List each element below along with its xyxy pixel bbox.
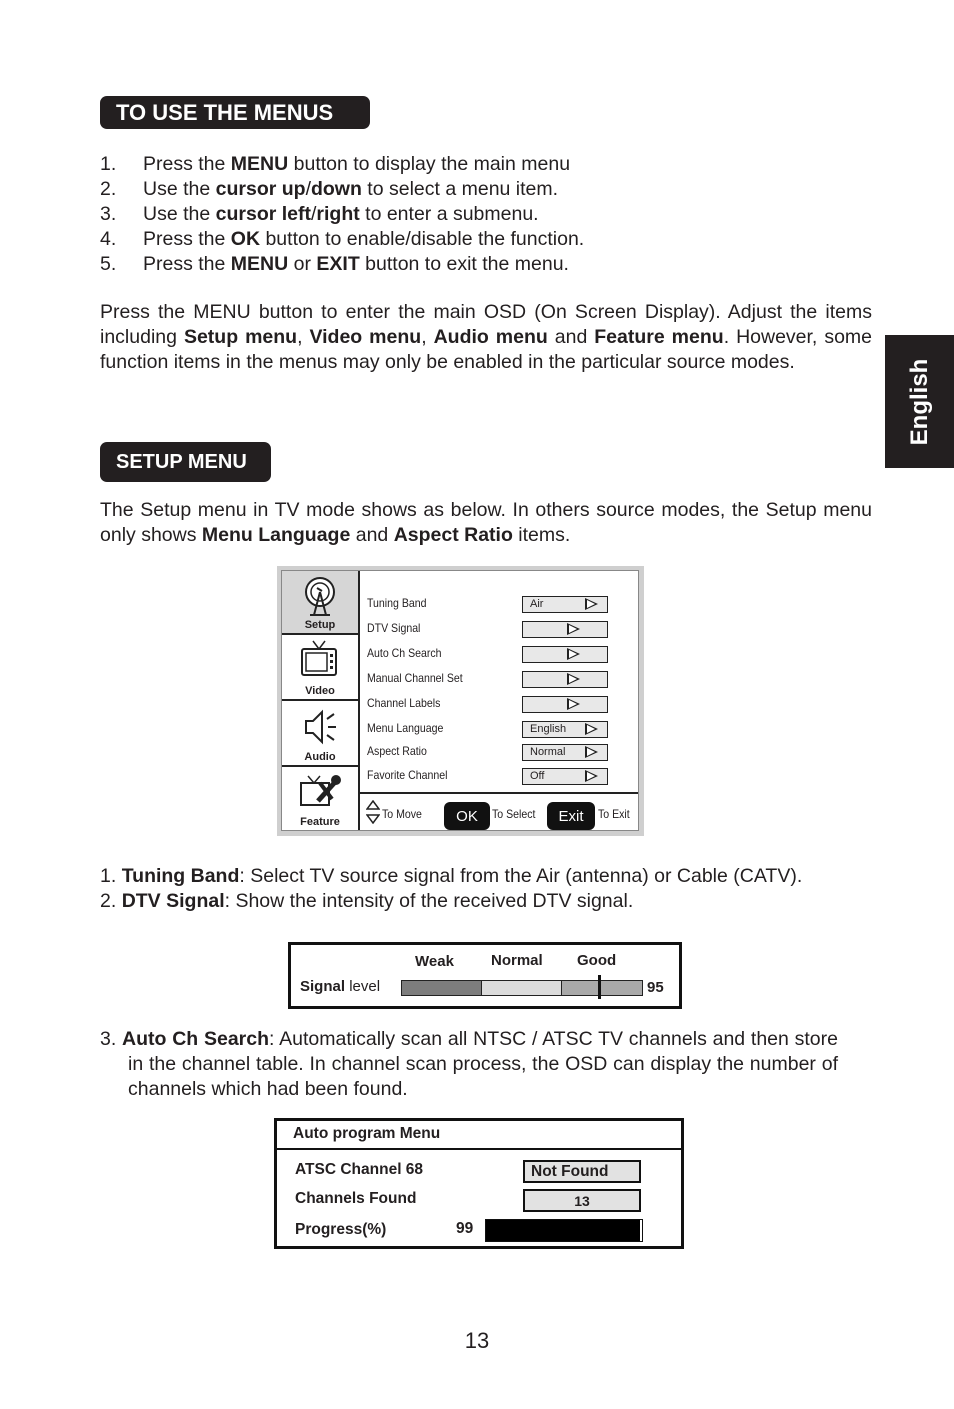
list-item-number: 5. [100, 253, 117, 275]
text-run: Video menu [309, 326, 422, 348]
auto-program-menu-figure [274, 1118, 684, 1249]
osd-row-label: Favorite Channel [367, 768, 448, 782]
list-item-text [143, 252, 569, 277]
list-item-number: 2. [100, 178, 117, 200]
text-run: 1. [100, 865, 122, 887]
text-run: MENU [230, 253, 289, 275]
text-run: Aspect Ratio [393, 524, 513, 546]
text-run: Audio menu [433, 326, 548, 348]
list-item [100, 864, 900, 889]
osd-tab-setup [282, 571, 358, 635]
text-run: Use the [143, 203, 216, 225]
play-triangle-icon [585, 770, 598, 782]
osd-tab-feature [282, 767, 358, 830]
list-item [100, 252, 860, 277]
level-word: level [349, 978, 381, 995]
text-run: Use the [143, 178, 216, 200]
signal-good-segment [562, 981, 642, 995]
osd-exit-label: Exit [558, 807, 584, 825]
osd-row-label: Channel Labels [367, 696, 441, 710]
list-item [100, 177, 860, 202]
setup-paragraph [100, 498, 872, 548]
text-run: to enter a submenu. [359, 203, 539, 225]
play-triangle-icon [567, 623, 580, 635]
intro-paragraph [100, 300, 872, 375]
text-run: EXIT [316, 253, 360, 275]
text-run: 2. [100, 890, 122, 912]
text-run: Press the [143, 228, 231, 250]
text-run: Press the MENU button to enter the main OSD (On Screen Display). Adjust the items including [100, 301, 872, 348]
progress-value: 99 [456, 1220, 474, 1237]
osd-tab-label: Video [305, 685, 335, 697]
text-run: button to enable/disable the function. [260, 228, 585, 250]
text-run: Press the [143, 153, 231, 175]
language-side-tab-label: English [905, 358, 933, 445]
osd-tab-label: Setup [304, 619, 336, 631]
signal-word: Signal [300, 978, 346, 995]
play-triangle-icon [585, 723, 598, 735]
list-item [100, 889, 900, 914]
tools-tv-icon [298, 771, 342, 811]
osd-row-value: English [530, 723, 567, 735]
play-triangle-icon [585, 598, 598, 610]
list-item-number: 3. [100, 203, 117, 225]
signal-level-bar [401, 980, 643, 996]
signal-weak-label: Weak [415, 953, 454, 970]
text-run: : Show the intensity of the received DTV signal. [224, 890, 634, 912]
text-run: MENU [230, 153, 289, 175]
osd-ok-label: OK [456, 807, 478, 825]
osd-tab-audio [282, 701, 358, 767]
play-triangle-icon [567, 673, 580, 685]
osd-row-value: Air [530, 598, 544, 610]
osd-exit-button [547, 802, 595, 830]
text-run: / [305, 178, 311, 200]
section-heading-setup-menu [100, 442, 271, 482]
osd-row-value: Off [530, 770, 545, 782]
text-run: OK [230, 228, 261, 250]
list-item-number: 1. [100, 153, 117, 175]
osd-row-value-box [522, 621, 608, 638]
list-item [100, 227, 860, 252]
osd-tab-label: Audio [304, 751, 336, 763]
text-run: , [421, 326, 434, 348]
list-item-text [143, 152, 570, 177]
osd-tab-label: Feature [300, 816, 340, 828]
osd-tab-column [282, 571, 360, 830]
text-run: button to exit the menu. [359, 253, 569, 275]
text-run: Menu Language [201, 524, 351, 546]
language-side-tab [885, 335, 954, 468]
text-run: or [288, 253, 317, 275]
auto-program-header [277, 1121, 681, 1150]
progress-bar-fill [486, 1220, 640, 1241]
osd-row-label: Manual Channel Set [367, 671, 463, 685]
progress-label: Progress(%) [295, 1221, 387, 1238]
text-run: to select a menu item. [361, 178, 559, 200]
osd-row-label: Aspect Ratio [367, 744, 427, 758]
text-run: button to display the main menu [288, 153, 571, 175]
auto-ch-search-item [100, 1027, 838, 1102]
section-heading-use-menus [100, 96, 370, 129]
signal-good-label: Good [577, 952, 617, 969]
signal-indicator [598, 975, 601, 999]
text-run: cursor left [215, 203, 311, 225]
text-run: , [297, 326, 310, 348]
tuning-dtv-items [100, 864, 900, 914]
osd-footer-select: To Select [492, 807, 536, 821]
osd-footer-to-exit: To Exit [598, 807, 630, 821]
signal-normal-label: Normal [491, 952, 543, 969]
up-down-arrow-icon [366, 800, 380, 824]
list-item-text [143, 227, 584, 252]
atsc-channel-status [523, 1160, 641, 1183]
osd-row-value: Normal [530, 746, 566, 758]
section-heading-text: SETUP MENU [116, 450, 247, 473]
text-run: DTV Signal [121, 890, 225, 912]
text-run: down [310, 178, 362, 200]
osd-row-value-box [522, 696, 608, 713]
osd-row-label: Auto Ch Search [367, 646, 442, 660]
osd-row-value-box [522, 721, 608, 738]
steps-list [100, 152, 860, 277]
text-run: Setup menu [183, 326, 298, 348]
text-run: : Select TV source signal from the Air (antenna) or Cable (CATV). [239, 865, 803, 887]
osd-ok-button [444, 802, 490, 830]
osd-screen [281, 570, 639, 831]
atsc-channel-label: ATSC Channel 68 [295, 1161, 424, 1178]
progress-bar [485, 1219, 643, 1242]
channels-found-value [523, 1189, 641, 1212]
list-item-text [143, 177, 558, 202]
signal-value: 95 [647, 979, 664, 996]
osd-row-value-box [522, 744, 608, 761]
text-run: Feature menu [594, 326, 724, 348]
text-run: . However, some function items in the menus may only be enabled in the particular source modes. [100, 326, 873, 373]
osd-row-value-box [522, 768, 608, 785]
text-run: Auto Ch Search [122, 1028, 270, 1050]
osd-row-label: DTV Signal [367, 621, 421, 635]
osd-footer [358, 792, 638, 832]
text-run: : Automatically scan all NTSC / ATSC TV channels and then store in the channel table. In channel scan process, the OSD can display the number of channels which had been found. [128, 1028, 838, 1100]
osd-row-value-box [522, 671, 608, 688]
list-item-text [143, 202, 539, 227]
play-triangle-icon [567, 648, 580, 660]
page-number: 13 [464, 1328, 490, 1353]
signal-level-label [300, 978, 380, 995]
auto-program-title: Auto program Menu [293, 1125, 441, 1142]
speaker-icon [300, 707, 340, 747]
text-run: right [316, 203, 360, 225]
list-item [100, 152, 860, 177]
text-run: / [310, 203, 317, 225]
osd-tab-video [282, 635, 358, 701]
osd-row-label: Tuning Band [367, 596, 427, 610]
atsc-channel-status-text: Not Found [531, 1163, 609, 1180]
osd-footer-move: To Move [382, 807, 422, 821]
list-item-number: 4. [100, 228, 117, 250]
text-run: items. [512, 524, 571, 546]
channels-found-number: 13 [574, 1193, 590, 1209]
channels-found-label: Channels Found [295, 1190, 417, 1207]
osd-row-value-box [522, 596, 608, 613]
tv-icon [299, 639, 339, 679]
list-item [100, 202, 860, 227]
osd-row-label: Menu Language [367, 721, 444, 735]
signal-weak-segment [402, 981, 482, 995]
text-run: and [350, 524, 394, 546]
osd-setup-menu-figure [277, 566, 644, 836]
section-heading-text: TO USE THE MENUS [116, 99, 334, 125]
text-run: cursor up [215, 178, 306, 200]
text-run: 3. [100, 1028, 123, 1050]
play-triangle-icon [567, 698, 580, 710]
signal-level-figure [288, 942, 682, 1009]
satellite-dish-icon [300, 575, 340, 617]
text-run: and [547, 326, 595, 348]
text-run: Press the [143, 253, 231, 275]
play-triangle-icon [585, 746, 598, 758]
osd-row-value-box [522, 646, 608, 663]
text-run: Tuning Band [121, 865, 240, 887]
text-run: The Setup menu in TV mode shows as below. In others source modes, the Setup menu only shows [100, 499, 872, 546]
signal-normal-segment [482, 981, 562, 995]
